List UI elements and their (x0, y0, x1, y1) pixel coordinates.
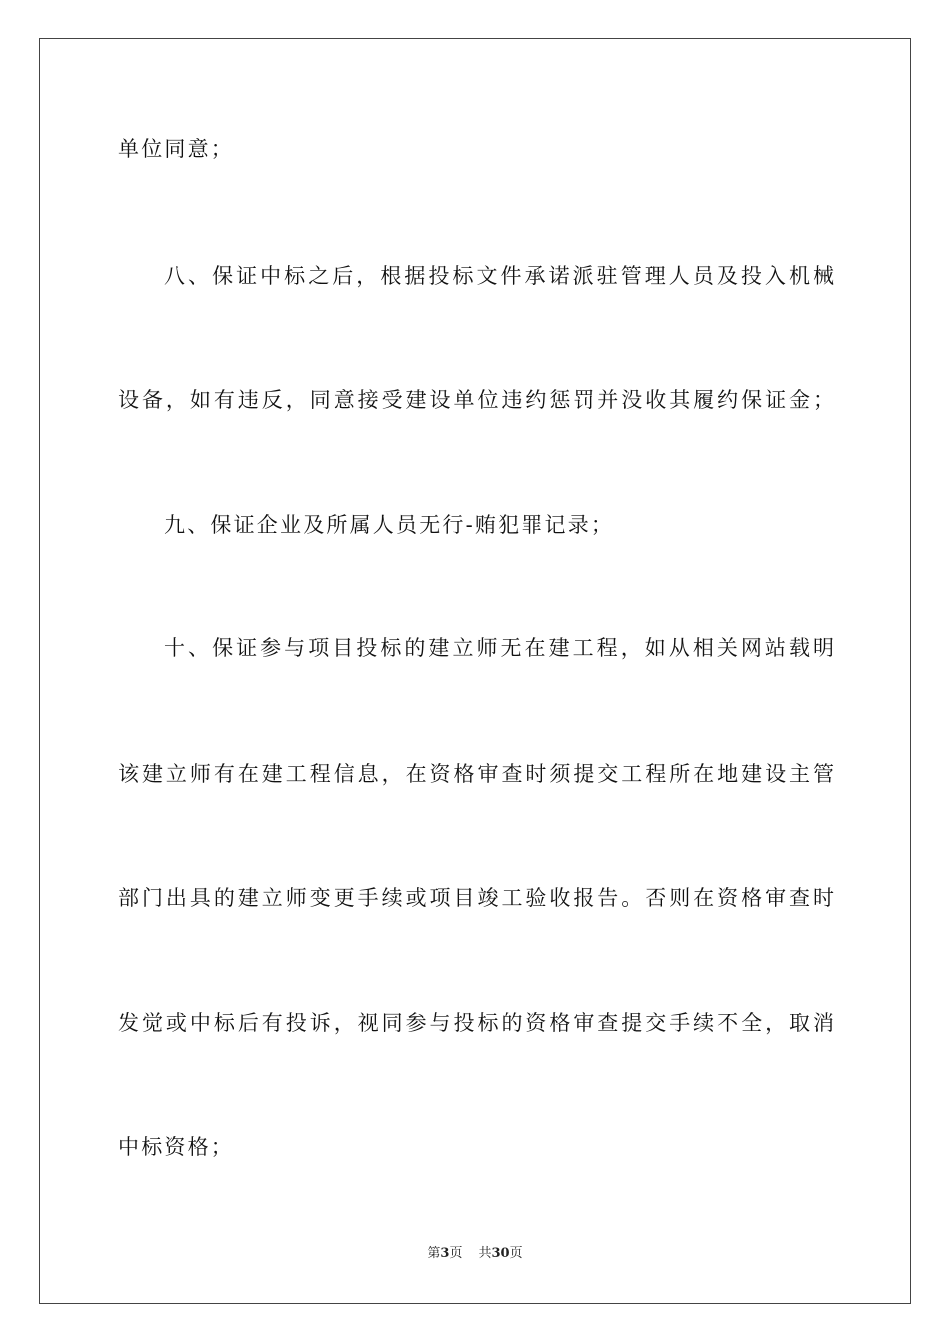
paragraph-line: 设备，如有违反，同意接受建设单位违约惩罚并没收其履约保证金； (118, 388, 834, 412)
page-footer (0, 1245, 950, 1263)
page-border (39, 38, 911, 1304)
paragraph-line: 中标资格； (118, 1135, 234, 1159)
paragraph-line: 单位同意； (118, 137, 234, 161)
page-suffix: 页 (449, 1246, 463, 1261)
paragraph-line: 该建立师有在建工程信息，在资格审查时须提交工程所在地建设主管 (118, 762, 834, 786)
total-pages: 30 (491, 1246, 510, 1261)
paragraph-line: 八、保证中标之后，根据投标文件承诺派驻管理人员及投入机械 (164, 264, 834, 288)
paragraph-line: 部门出具的建立师变更手续或项目竣工验收报告。否则在资格审查时 (118, 886, 834, 910)
paragraph-line: 九、保证企业及所属人员无行-贿犯罪记录； (164, 513, 615, 537)
total-suffix: 页 (509, 1246, 523, 1261)
paragraph-line: 十、保证参与项目投标的建立师无在建工程，如从相关网站载明 (164, 636, 834, 660)
paragraph-line: 发觉或中标后有投诉，视同参与投标的资格审查提交手续不全，取消 (118, 1011, 834, 1035)
page-number: 3 (440, 1246, 450, 1261)
total-prefix: 共 (478, 1246, 492, 1261)
page-prefix: 第 (427, 1246, 441, 1261)
